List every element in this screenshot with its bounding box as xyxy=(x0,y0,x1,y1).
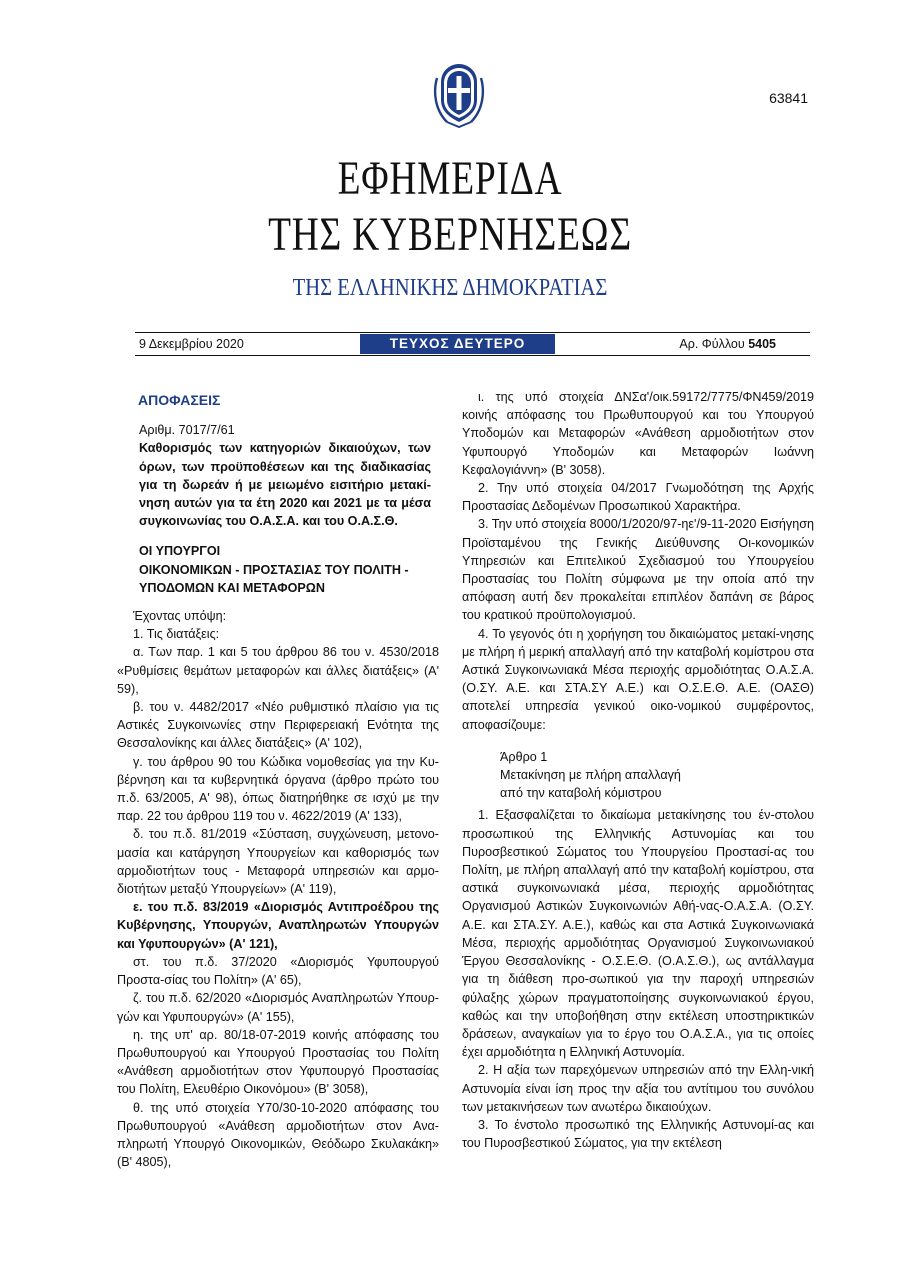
decision-title: Καθορισμός των κατηγοριών δικαιούχων, των όρων, των προϋποθέσεων και της διαδικασίας για τη δωρεάν ή με μειωμένο εισιτήριο μετακί-νηση αυτών για τα έτη 2020 και 2021 με τα μέσα συγκοινωνίας του Ο.Α.Σ.Α. και του Ο.Α.Σ.Θ. xyxy=(139,441,431,529)
paragraph: 1. Εξασφαλίζεται το δικαίωμα μετακίνησης του έν-στολου προσωπικού της Ελληνικής Αστυνομίας και του Πυροσβεστικού Σώματος του Υπουργείου Προστασί-ας του Πολίτη, με πλήρη απαλλαγή από την καταβολή κομίστρου, στα αστικά συγκοινωνιακά μέσα, περιοχής αρμοδιότητας Οργανισμού Αστικών Συγκοινωνιών Αθή-νας-Ο.Α.Σ.Α. (Ο.ΣΥ. Α.Ε. και ΣΤΑ.ΣΥ. Α.Ε.), καθώς και στα Αστικά Συγκοινωνιακά Μέσα, περιοχής αρμοδιότητας Οργανισμού Συγκοινωνιακού Έργου Θεσσαλονίκης - Ο.Σ.Ε.Θ. (Ο.Α.Σ.Θ.), ως αντάλλαγμα για τη διάθεση προ-σωπικού για την παροχή υπηρεσιών φύλαξης χώρων πραγματοποίησης συγκοινωνιακού έργου, καθώς και την υποβοήθηση στην εκτέλεση υποστηρικτικών δράσεων, αναγκαίων για το έργο του Ο.Α.Σ.Α., για τις οποίες έχει αρμοδιότητα η Ελληνική Αστυνομία. xyxy=(462,808,814,1060)
paragraph: ζ. του π.δ. 62/2020 «Διορισμός Αναπληρωτών Υπουρ-γών και Υφυπουργών» (Α' 155), xyxy=(117,991,439,1024)
paragraph: 3. Το ένστολο προσωπικό της Ελληνικής Αστυνομί-ας και του Πυροσβεστικού Σώματος, για την εκτέλεση xyxy=(462,1117,814,1151)
article-title-line1: Μετακίνηση με πλήρη απαλλαγή xyxy=(500,768,681,783)
masthead-title-line2: ΤΗΣ ΚΥΒΕΡΝΗΣΕΩΣ xyxy=(268,208,632,261)
left-column xyxy=(117,388,439,1171)
decision-number: Αριθμ. 7017/7/61 xyxy=(139,423,235,438)
paragraph: 3. Την υπό στοιχεία 8000/1/2020/97-ηε'/9-11-2020 Εισήγηση Προϊσταμένου της Γενικής Διεύθυνσης Οι-κονομικών Υπηρεσιών και Επιτελικού Σχεδιασμού του Υπουργείου Προστασίας του Πολίτη σύμφωνα με την οποία από την απόφαση αυτή δεν προκαλείται επιπλέον δαπάνη σε βάρος του κρατικού προϋπολογισμού. xyxy=(462,517,814,623)
greek-state-emblem xyxy=(433,62,485,128)
paragraph: 2. Η αξία των παρεχόμενων υπηρεσιών από την Ελλη-νική Αστυνομία είναι ίση προς την αξία του αντίτιμου του συνόλου των μετακινήσεων των ανωτέρω δικαιούχων. xyxy=(462,1063,814,1114)
sheet-label: Αρ. Φύλλου xyxy=(679,337,749,351)
paragraph: 4. Το γεγονός ότι η χορήγηση του δικαιώματος μετακί-νησης με πλήρη ή μερική απαλλαγή από την καταβολή κομίστρου στα Αστικά Συγκοινωνιακά Μέσα περιοχής αρμοδιότητας Ο.Α.Σ.Α. (Ο.ΣΥ. Α.Ε. και ΣΤΑ.ΣΥ Α.Ε.) και Ο.Σ.Ε.Θ. Α.Ε. (ΟΑΣΘ) αποτελεί υπηρεσία γενικού οικο-νομικού συμφέροντος, αποφασίζουμε: xyxy=(462,626,814,732)
sheet-number-value: 5405 xyxy=(748,337,776,351)
paragraph: ε. του π.δ. 83/2019 «Διορισμός Αντιπροέδρου της Κυβέρνησης, Υπουργών, Αναπληρωτών Υπουργών και Υφυπουργών» (Α' 121), xyxy=(117,900,439,951)
masthead-subtitle: ΤΗΣ ΕΛΛΗΝΙΚΗΣ ΔΗΜΟΚΡΑΤΙΑΣ xyxy=(292,275,608,301)
issue-date: 9 Δεκεμβρίου 2020 xyxy=(139,337,244,351)
paragraph: β. του ν. 4482/2017 «Νέο ρυθμιστικό πλαίσιο για τις Αστικές Συγκοινωνίες στην Περιφερειακή Ενότητα της Θεσσαλονίκης και άλλες διατάξεις» (Α' 102), xyxy=(117,700,439,751)
ministers-line1: ΟΙ ΥΠΟΥΡΓΟΙ xyxy=(139,544,221,559)
paragraph: γ. του άρθρου 90 του Κώδικα νομοθεσίας για την Κυ-βέρνηση και τα κυβερνητικά όργανα (άρθρο πρώτο του π.δ. 63/2005, Α' 98), όπως διατηρήθηκε σε ισχύ με την παρ. 22 του άρθρου 119 του ν. 4622/2019 (Α' 133), xyxy=(117,754,439,824)
paragraph: Έχοντας υπόψη: xyxy=(133,609,227,624)
header-bottom-rule xyxy=(135,355,810,356)
masthead-title-line1: ΕΦΗΜΕΡΙΔΑ xyxy=(337,152,563,205)
paragraph: θ. της υπό στοιχεία Υ70/30-10-2020 απόφασης του Πρωθυπουργού «Ανάθεση αρμοδιοτήτων στον Ανα-πληρωτή Υπουργό Οικονομικών, Θεόδωρο Σκυλακάκη» (Β' 4805), xyxy=(117,1100,439,1170)
paragraph: ι. της υπό στοιχεία ΔΝΣα'/οικ.59172/7775/ΦΝ459/2019 κοινής απόφασης του Πρωθυπουργού και του Υπουργού Υποδομών και Μεταφορών «Ανάθεση αρμοδιοτήτων στον Υφυπουργό Υποδομών και Μεταφορών Ιωάννη Κεφαλογιάννη» (Β' 3058). xyxy=(462,390,814,477)
page-number: 63841 xyxy=(769,90,808,106)
ministers-line2: ΟΙΚΟΝΟΜΙΚΩΝ - ΠΡΟΣΤΑΣΙΑΣ ΤΟΥ ΠΟΛΙΤΗ - xyxy=(139,562,409,577)
paragraph: η. της υπ' αρ. 80/18-07-2019 κοινής απόφασης του Πρωθυπουργού και Υπουργού Προστασίας του Πολίτη «Ανάθεση αρμοδιοτήτων στον Υφυπουργό Προστασίας του Πολίτη, Ελευθέριο Οικονόμου» (Β' 3058), xyxy=(117,1027,439,1097)
paragraph: 1. Τις διατάξεις: xyxy=(133,627,220,642)
issue-series: ΤΕΥΧΟΣ ΔΕΥΤΕΡΟ xyxy=(360,334,555,354)
paragraph: δ. του π.δ. 81/2019 «Σύσταση, συγχώνευση, μετονο-μασία και κατάργηση Υπουργείων και καθορισμός των αρμοδιοτήτων τους - Μεταφορά υπηρεσιών και αρμο-διοτήτων μεταξύ Υπουργείων» (Α' 119), xyxy=(117,827,439,897)
paragraph: α. Των παρ. 1 και 5 του άρθρου 86 του ν. 4530/2018 «Ρυθμίσεις θεμάτων μεταφορών και άλλες διατάξεις» (Α' 59), xyxy=(117,645,439,696)
paragraph: 2. Την υπό στοιχεία 04/2017 Γνωμοδότηση της Αρχής Προστασίας Δεδομένων Προσωπικού Χαρακτήρα. xyxy=(462,481,814,514)
paragraph: στ. του π.δ. 37/2020 «Διορισμός Υφυπουργού Προστα-σίας του Πολίτη» (Α' 65), xyxy=(117,954,439,988)
article-title-line2: από την καταβολή κόμιστρου xyxy=(500,786,662,801)
header-top-rule xyxy=(135,332,810,333)
sheet-number xyxy=(679,337,776,351)
right-column xyxy=(462,388,814,1152)
issue-header xyxy=(135,336,810,354)
section-heading: ΑΠΟΦΑΣΕΙΣ xyxy=(138,392,221,408)
ministers-line3: ΥΠΟΔΟΜΩΝ ΚΑΙ ΜΕΤΑΦΟΡΩΝ xyxy=(139,580,325,595)
article-number: Άρθρο 1 xyxy=(500,749,548,764)
issuing-ministers xyxy=(139,542,439,597)
article-heading xyxy=(500,748,814,803)
